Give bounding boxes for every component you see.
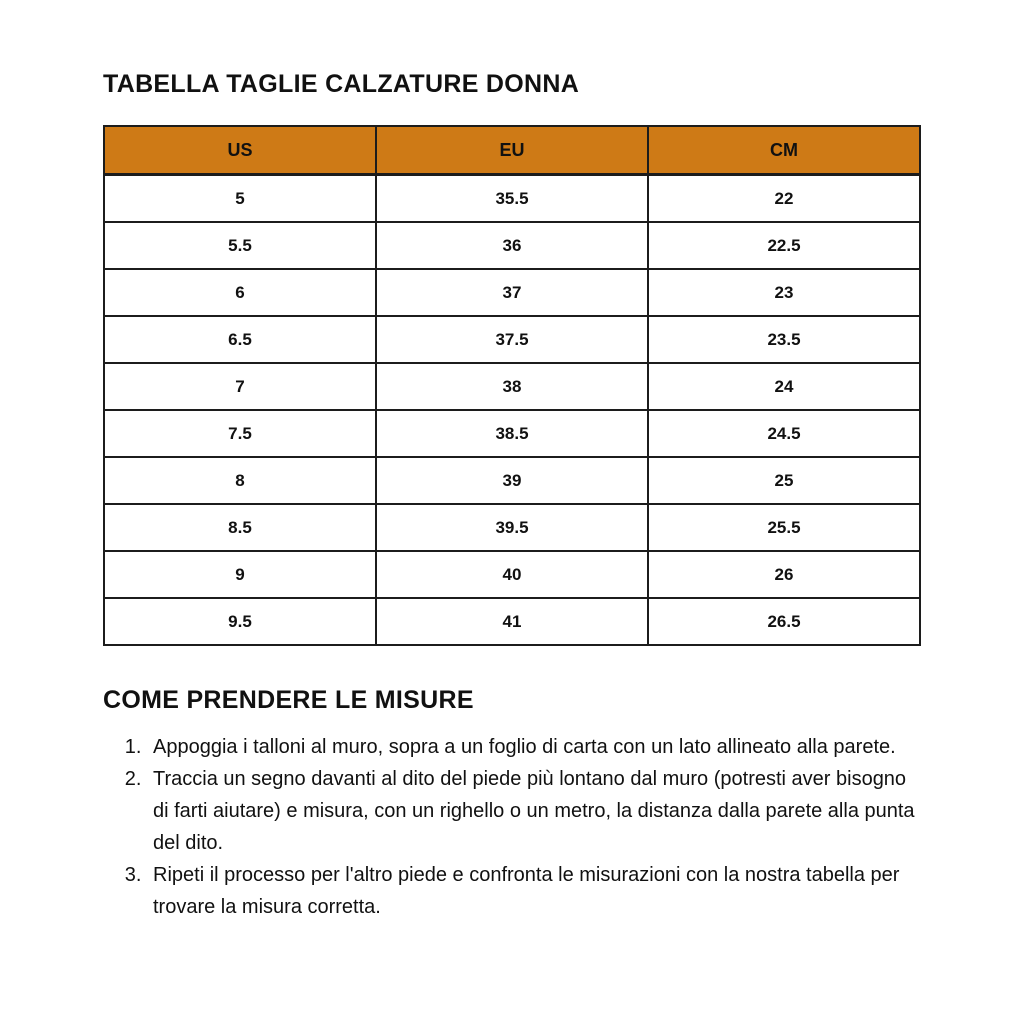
table-row xyxy=(104,175,920,223)
table-cell-eu: 37.5 xyxy=(376,316,648,363)
table-cell-us: 6.5 xyxy=(104,316,376,363)
table-cell-cm: 24.5 xyxy=(648,410,920,457)
table-row xyxy=(104,551,920,598)
instructions-list xyxy=(103,731,921,923)
table-row xyxy=(104,222,920,269)
table-header-row xyxy=(104,126,920,175)
table-row xyxy=(104,504,920,551)
column-header-eu: EU xyxy=(376,126,648,175)
table-cell-us: 6 xyxy=(104,269,376,316)
size-table-body xyxy=(104,175,920,646)
table-cell-eu: 35.5 xyxy=(376,175,648,223)
instruction-item: 1. Appoggia i talloni al muro, sopra a un foglio di carta con un lato allineato alla parete. xyxy=(147,731,921,763)
page-title: TABELLA TAGLIE CALZATURE DONNA xyxy=(103,70,580,98)
table-cell-cm: 22 xyxy=(648,175,920,223)
table-cell-eu: 38 xyxy=(376,363,648,410)
table-row xyxy=(104,410,920,457)
table-row xyxy=(104,316,920,363)
instructions-title: COME PRENDERE LE MISURE xyxy=(103,686,474,714)
instruction-item: 3. Ripeti il processo per l'altro piede e confronta le misurazioni con la nostra tabella per trovare la misura corretta. xyxy=(147,859,921,923)
column-header-cm: CM xyxy=(648,126,920,175)
table-cell-cm: 23 xyxy=(648,269,920,316)
column-header-us: US xyxy=(104,126,376,175)
table-cell-cm: 26 xyxy=(648,551,920,598)
table-cell-us: 5 xyxy=(104,175,376,223)
table-row xyxy=(104,598,920,645)
size-table-header xyxy=(104,126,920,175)
table-cell-cm: 26.5 xyxy=(648,598,920,645)
table-cell-cm: 22.5 xyxy=(648,222,920,269)
table-row xyxy=(104,457,920,504)
page xyxy=(103,70,921,923)
table-cell-cm: 25 xyxy=(648,457,920,504)
table-cell-cm: 23.5 xyxy=(648,316,920,363)
instruction-item: 2. Traccia un segno davanti al dito del piede più lontano dal muro (potresti aver bisogno di farti aiutare) e misura, con un righello o un metro, la distanza dalla parete alla punta del dito. xyxy=(147,763,921,859)
table-cell-us: 9 xyxy=(104,551,376,598)
table-cell-us: 7.5 xyxy=(104,410,376,457)
table-cell-us: 9.5 xyxy=(104,598,376,645)
table-cell-eu: 38.5 xyxy=(376,410,648,457)
table-cell-us: 8 xyxy=(104,457,376,504)
table-cell-eu: 36 xyxy=(376,222,648,269)
table-cell-eu: 39 xyxy=(376,457,648,504)
table-cell-cm: 24 xyxy=(648,363,920,410)
table-row xyxy=(104,363,920,410)
table-cell-eu: 39.5 xyxy=(376,504,648,551)
table-cell-us: 8.5 xyxy=(104,504,376,551)
table-cell-eu: 40 xyxy=(376,551,648,598)
table-cell-eu: 41 xyxy=(376,598,648,645)
table-cell-us: 5.5 xyxy=(104,222,376,269)
table-cell-us: 7 xyxy=(104,363,376,410)
table-cell-cm: 25.5 xyxy=(648,504,920,551)
table-row xyxy=(104,269,920,316)
table-cell-eu: 37 xyxy=(376,269,648,316)
size-table xyxy=(103,125,921,646)
